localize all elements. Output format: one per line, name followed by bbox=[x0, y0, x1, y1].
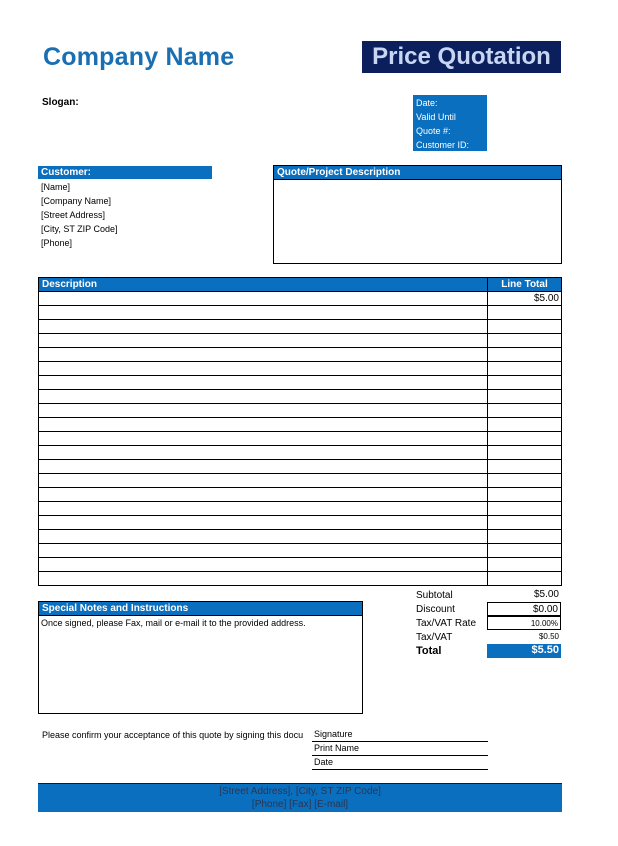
table-row bbox=[39, 418, 562, 432]
discount-field[interactable]: $0.00 bbox=[487, 602, 561, 616]
description-cell[interactable] bbox=[39, 446, 488, 460]
line-items-table bbox=[38, 277, 562, 586]
date-line[interactable]: Date bbox=[312, 756, 488, 770]
table-row bbox=[39, 502, 562, 516]
line-total-cell[interactable] bbox=[488, 516, 562, 530]
description-cell[interactable] bbox=[39, 558, 488, 572]
customer-id-field[interactable]: Customer ID: bbox=[416, 140, 470, 150]
table-row bbox=[39, 376, 562, 390]
table-row bbox=[39, 334, 562, 348]
description-cell[interactable] bbox=[39, 544, 488, 558]
special-notes-field[interactable]: Once signed, please Fax, mail or e-mail it to the provided address. bbox=[41, 618, 306, 628]
quote-description-field[interactable] bbox=[274, 180, 561, 263]
line-total-cell[interactable] bbox=[488, 460, 562, 474]
table-row bbox=[39, 390, 562, 404]
special-notes-header: Special Notes and Instructions bbox=[39, 602, 362, 616]
description-cell[interactable] bbox=[39, 334, 488, 348]
quote-description-box bbox=[273, 165, 562, 264]
line-total-cell[interactable] bbox=[488, 306, 562, 320]
line-total-cell[interactable] bbox=[488, 488, 562, 502]
line-total-cell[interactable] bbox=[488, 362, 562, 376]
table-row bbox=[39, 306, 562, 320]
customer-header: Customer: bbox=[38, 166, 212, 179]
special-notes-box bbox=[38, 601, 363, 714]
footer-contact: [Phone] [Fax] [E-mail] bbox=[251, 799, 349, 810]
document-title: Price Quotation bbox=[362, 41, 561, 73]
quote-description-header: Quote/Project Description bbox=[274, 166, 561, 180]
description-column-header: Description bbox=[39, 278, 488, 292]
signature-block bbox=[312, 728, 488, 770]
line-total-cell[interactable]: $5.00 bbox=[488, 292, 562, 306]
tax-value: $0.50 bbox=[538, 632, 559, 641]
description-cell[interactable] bbox=[39, 418, 488, 432]
line-total-cell[interactable] bbox=[488, 418, 562, 432]
line-total-cell[interactable] bbox=[488, 544, 562, 558]
quote-meta-box bbox=[413, 95, 487, 151]
line-total-column-header: Line Total bbox=[488, 278, 562, 292]
customer-company-field[interactable]: [Company Name] bbox=[41, 196, 112, 206]
description-cell[interactable] bbox=[39, 516, 488, 530]
table-row bbox=[39, 516, 562, 530]
valid-until-field[interactable]: Valid Until bbox=[416, 112, 456, 122]
tax-rate-field[interactable]: 10.00% bbox=[487, 616, 561, 630]
line-total-cell[interactable] bbox=[488, 404, 562, 418]
table-row bbox=[39, 362, 562, 376]
description-cell[interactable] bbox=[39, 376, 488, 390]
table-row bbox=[39, 446, 562, 460]
description-cell[interactable] bbox=[39, 404, 488, 418]
print-name-line[interactable]: Print Name bbox=[312, 742, 488, 756]
table-row bbox=[39, 404, 562, 418]
line-total-cell[interactable] bbox=[488, 334, 562, 348]
description-cell[interactable] bbox=[39, 530, 488, 544]
footer-address: [Street Address], [City, ST ZIP Code] bbox=[219, 786, 381, 797]
description-cell[interactable] bbox=[39, 306, 488, 320]
subtotal-value: $5.00 bbox=[533, 589, 559, 600]
description-cell[interactable] bbox=[39, 390, 488, 404]
signature-line[interactable]: Signature bbox=[312, 728, 488, 742]
company-name: Company Name bbox=[43, 43, 235, 71]
line-total-cell[interactable] bbox=[488, 390, 562, 404]
slogan-label: Slogan: bbox=[42, 97, 79, 108]
tax-label: Tax/VAT bbox=[416, 631, 453, 643]
footer-contact-bar bbox=[38, 783, 562, 812]
table-row bbox=[39, 530, 562, 544]
customer-name-field[interactable]: [Name] bbox=[41, 182, 71, 192]
description-cell[interactable] bbox=[39, 488, 488, 502]
description-cell[interactable] bbox=[39, 502, 488, 516]
quote-number-field[interactable]: Quote #: bbox=[416, 126, 451, 136]
description-cell[interactable] bbox=[39, 460, 488, 474]
acceptance-text: Please confirm your acceptance of this quote by signing this docu bbox=[42, 730, 304, 740]
table-row bbox=[39, 292, 562, 306]
date-field[interactable]: Date: bbox=[416, 98, 438, 108]
table-row bbox=[39, 320, 562, 334]
discount-label: Discount bbox=[416, 603, 455, 615]
line-total-cell[interactable] bbox=[488, 530, 562, 544]
line-total-cell[interactable] bbox=[488, 446, 562, 460]
table-row bbox=[39, 432, 562, 446]
description-cell[interactable] bbox=[39, 348, 488, 362]
description-cell[interactable] bbox=[39, 474, 488, 488]
total-value: $5.50 bbox=[487, 644, 561, 658]
line-total-cell[interactable] bbox=[488, 558, 562, 572]
total-label: Total bbox=[416, 645, 442, 657]
description-cell[interactable] bbox=[39, 320, 488, 334]
description-cell[interactable] bbox=[39, 362, 488, 376]
line-total-cell[interactable] bbox=[488, 474, 562, 488]
customer-street-field[interactable]: [Street Address] bbox=[41, 210, 106, 220]
subtotal-label: Subtotal bbox=[416, 589, 453, 601]
customer-info bbox=[41, 181, 118, 251]
tax-rate-label: Tax/VAT Rate bbox=[416, 617, 477, 629]
description-cell[interactable] bbox=[39, 292, 488, 306]
line-total-cell[interactable] bbox=[488, 502, 562, 516]
table-row bbox=[39, 348, 562, 362]
table-row bbox=[39, 572, 562, 586]
table-row bbox=[39, 488, 562, 502]
table-row bbox=[39, 474, 562, 488]
line-total-cell[interactable] bbox=[488, 572, 562, 586]
description-cell[interactable] bbox=[39, 432, 488, 446]
table-row bbox=[39, 460, 562, 474]
line-total-cell[interactable] bbox=[488, 432, 562, 446]
line-total-cell[interactable] bbox=[488, 320, 562, 334]
customer-phone-field[interactable]: [Phone] bbox=[41, 238, 73, 248]
description-cell[interactable] bbox=[39, 572, 488, 586]
table-row bbox=[39, 558, 562, 572]
totals-panel bbox=[413, 588, 563, 658]
line-total-cell[interactable] bbox=[488, 348, 562, 362]
customer-city-field[interactable]: [City, ST ZIP Code] bbox=[41, 224, 118, 234]
table-row bbox=[39, 544, 562, 558]
line-total-cell[interactable] bbox=[488, 376, 562, 390]
